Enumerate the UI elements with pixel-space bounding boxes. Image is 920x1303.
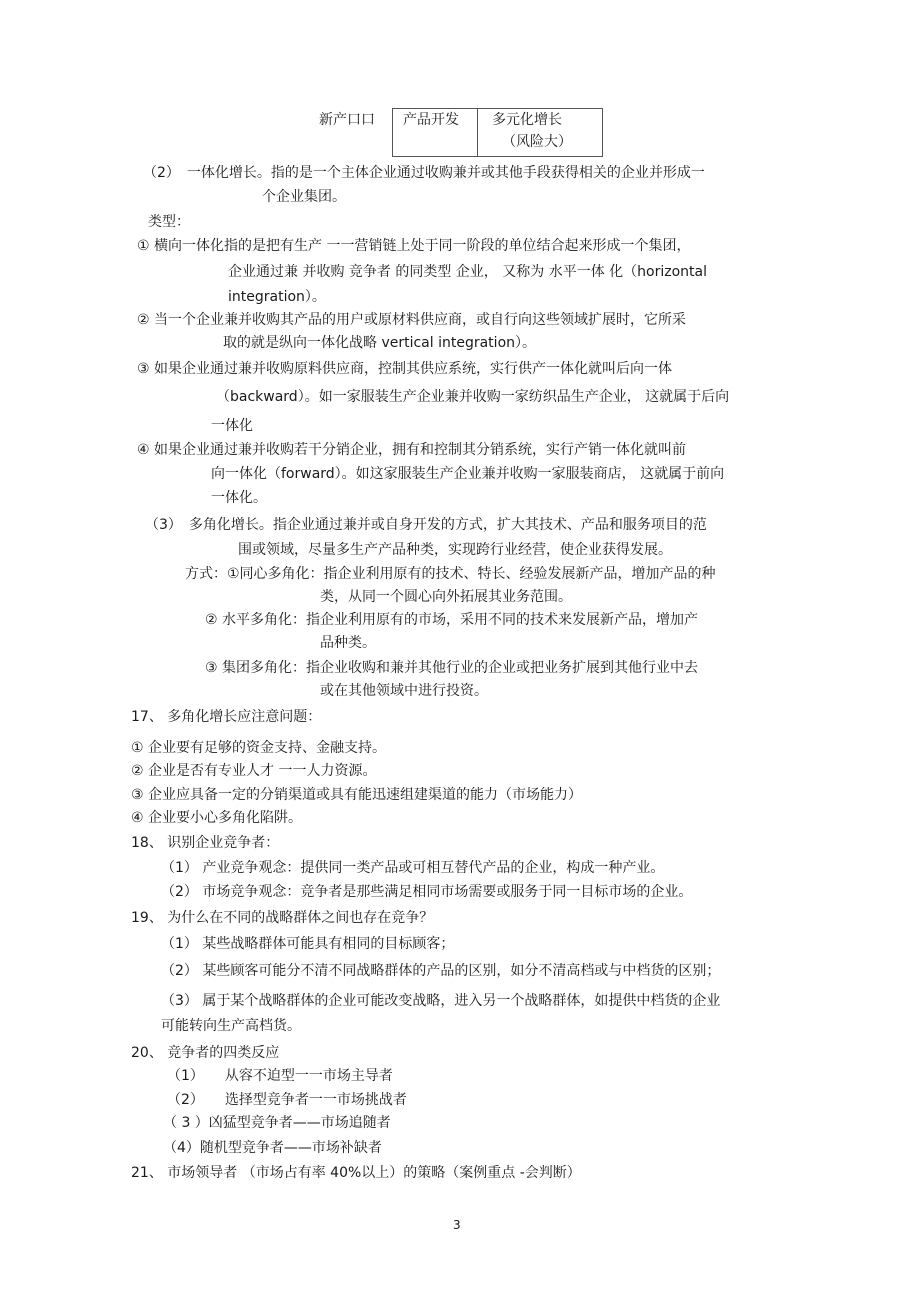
text-line: （1） 某些战略群体可能具有相同的目标顾客； [161, 936, 455, 952]
text-line: 一体化 [211, 418, 253, 434]
text-line: 可能转向生产高档货。 [161, 1018, 301, 1034]
text-line: ① 横向一体化指的是把有生产 一一营销链上处于同一阶段的单位结合起来形成一个集团， [137, 238, 691, 254]
text-line: （2） 某些顾客可能分不清不同战略群体的产品的区别，如分不清高档或与中档货的区别； [161, 963, 721, 979]
text-line: （2） 市场竞争观念：竞争者是那些满足相同市场需要或服务于同一目标市场的企业。 [161, 884, 693, 900]
text-line: 围或领域，尽量多生产产品种类，实现跨行业经营，使企业获得发展。 [238, 542, 672, 558]
text-line: 企业通过兼 并收购 竞争者 的同类型 企业， 又称为 水平一体 化（horizontal [228, 264, 707, 280]
text-line: （3） 多角化增长。指企业通过兼并或自身开发的方式，扩大其技术、产品和服务项目的范 [145, 517, 707, 533]
text-line: 个企业集团。 [262, 189, 346, 205]
text-line: 类，从同一个圆心向外拓展其业务范围。 [320, 589, 572, 605]
text-line: ④ 如果企业通过兼并收购若干分销企业，拥有和控制其分销系统，实行产销一体化就叫前 [137, 442, 686, 458]
text-line: （ 3 ）凶猛型竞争者——市场追随者 [163, 1115, 391, 1131]
text-line: ② 企业是否有专业人才 一一人力资源。 [131, 763, 377, 779]
text-line: （2） 一体化增长。指的是一个主体企业通过收购兼并或其他手段获得相关的企业并形成一 [143, 165, 705, 181]
text-line: ② 水平多角化：指企业利用原有的市场，采用不同的技术来发展新产品，增加产 [205, 612, 698, 628]
text-line: （1） 产业竞争观念：提供同一类产品或可相互替代产品的企业，构成一种产业。 [161, 860, 665, 876]
text-line: ③ 集团多角化：指企业收购和兼并其他行业的企业或把业务扩展到其他行业中去 [205, 660, 698, 676]
text-line: 品种类。 [320, 635, 376, 651]
table-cell-product-development [393, 109, 478, 157]
text-line: 或在其他领域中进行投资。 [320, 683, 488, 699]
text-line: 一体化。 [211, 490, 267, 506]
text-line: 方式：①同心多角化：指企业利用原有的技术、特长、经验发展新产品，增加产品的种 [185, 566, 716, 582]
text-line: （1） 从容不迫型一一市场主导者 [167, 1068, 393, 1084]
text-line: 取的就是纵向一体化战略 vertical integration）。 [223, 335, 537, 351]
text-line: 类型： [148, 214, 190, 230]
text-line: 20、 竞争者的四类反应 [131, 1045, 280, 1061]
page-number: 3 [453, 1218, 461, 1232]
table-row-label: 新产口口 [319, 112, 375, 128]
text-line: 21、 市场领导者 （市场占有率 40%以上）的策略（案例重点 -会判断） [131, 1165, 581, 1181]
text-line: ② 当一个企业兼并收购其产品的用户或原材料供应商，或自行向这些领域扩展时，它所采 [137, 312, 686, 328]
cell-text-line2: （风险大） [502, 134, 572, 150]
table-cell-diversification [478, 109, 603, 157]
text-line: 19、 为什么在不同的战略群体之间也存在竞争？ [131, 910, 434, 926]
text-line: 向一体化（forward）。如这家服装生产企业兼并收购一家服装商店， 这就属于前向 [211, 466, 725, 482]
text-line: （4）随机型竞争者——市场补缺者 [163, 1140, 382, 1156]
text-line: integration）。 [228, 289, 326, 305]
text-line: （2） 选择型竞争者一一市场挑战者 [167, 1092, 407, 1108]
text-line: ④ 企业要小心多角化陷阱。 [131, 810, 303, 826]
cell-text-line1: 多元化增长 [492, 112, 562, 128]
text-line: （backward）。如一家服装生产企业兼并收购一家纺织品生产企业， 这就属于后向 [216, 389, 730, 405]
text-line: 18、 识别企业竞争者： [131, 835, 280, 851]
text-line: 17、 多角化增长应注意问题： [131, 709, 322, 725]
text-line: ① 企业要有足够的资金支持、金融支持。 [131, 740, 386, 756]
cell-text: 产品开发 [403, 112, 459, 128]
text-line: ③ 如果企业通过兼并收购原料供应商，控制其供应系统，实行供产一体化就叫后向一体 [137, 361, 672, 377]
text-line: ③ 企业应具备一定的分销渠道或具有能迅速组建渠道的能力（市场能力） [131, 787, 582, 803]
growth-matrix-table [392, 108, 603, 157]
text-line: （3） 属于某个战略群体的企业可能改变战略，进入另一个战略群体，如提供中档货的企业 [161, 993, 721, 1009]
